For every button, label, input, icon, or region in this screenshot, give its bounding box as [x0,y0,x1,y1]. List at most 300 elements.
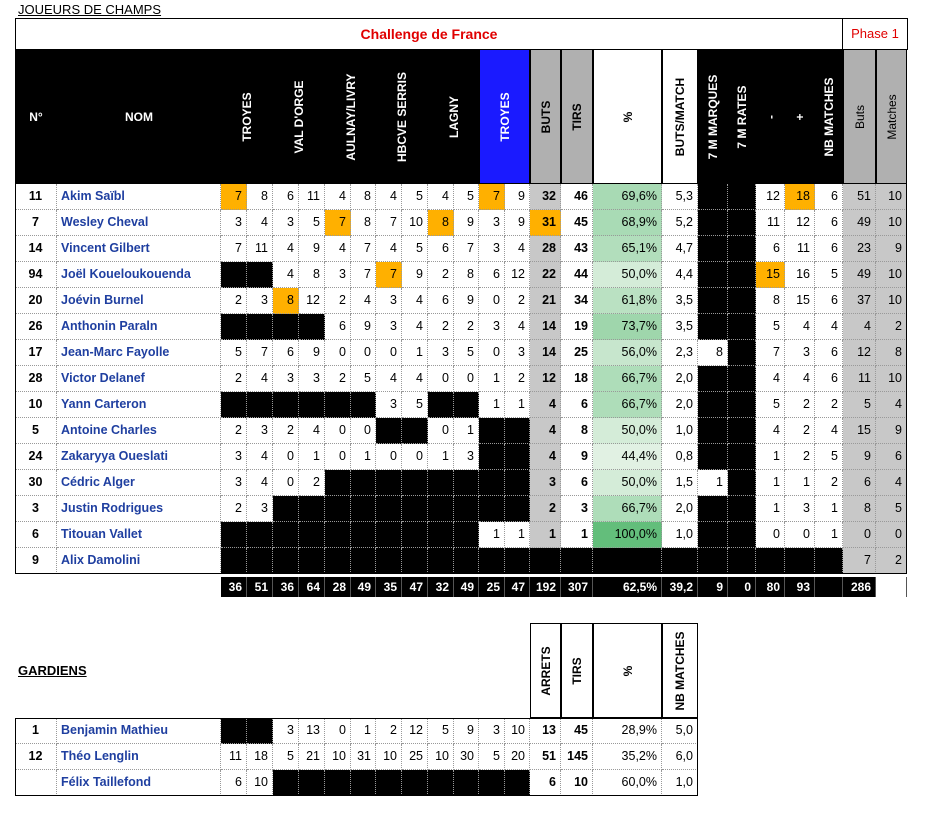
match-shots [351,470,376,496]
gk-match-saves: 5 [479,744,505,770]
season-matches: 8 [876,340,907,366]
gk-match-count: 5,0 [662,718,698,744]
match-goals: 2 [273,418,299,444]
total-shots: 8 [561,418,593,444]
gk-save-pct: 28,9% [593,718,662,744]
match-count: 6 [815,340,843,366]
match-shots [299,522,325,548]
player-name: Jean-Marc Fayolle [57,340,221,366]
match-shots: 1 [351,444,376,470]
match-goals: 1 [479,522,505,548]
match-shots: 11 [247,236,273,262]
match-goals: 0 [325,418,351,444]
shooting-pct: 100,0% [593,522,662,548]
goals-per-match: 2,0 [662,366,698,392]
penalties-missed [728,418,756,444]
penalties-scored [698,418,728,444]
player-number: 14 [15,236,57,262]
player-name: Titouan Vallet [57,522,221,548]
gk-saves: 13 [530,718,561,744]
match-count: 5 [815,444,843,470]
match-goals [325,392,351,418]
match-goals [273,314,299,340]
player-name: Vincent Gilbert [57,236,221,262]
header-5 [376,49,428,184]
penalties-scored [698,444,728,470]
match-shots: 5 [402,392,428,418]
total-shots: 43 [561,236,593,262]
match-count: 6 [815,210,843,236]
match-goals [376,548,402,574]
match-goals: 4 [325,236,351,262]
gk-match-count: 6,0 [662,744,698,770]
total-shots: 46 [561,184,593,210]
header-label-0: N° [29,109,43,124]
match-goals: 7 [221,236,247,262]
total-goals: 4 [530,444,561,470]
header-3 [273,49,325,184]
player-name: Wesley Cheval [57,210,221,236]
header-label-14: - [763,114,778,119]
shooting-pct: 73,7% [593,314,662,340]
total-cell: 9 [698,577,728,597]
shooting-pct: 66,7% [593,496,662,522]
match-goals [376,418,402,444]
match-shots [351,522,376,548]
player-name: Cédric Alger [57,470,221,496]
season-matches: 4 [876,470,907,496]
header-8 [530,49,561,184]
plus-stat: 15 [785,288,815,314]
gk-match-shots [402,770,428,796]
player-number: 7 [15,210,57,236]
match-goals [376,522,402,548]
minus-stat: 8 [756,288,785,314]
total-shots: 19 [561,314,593,340]
total-goals: 2 [530,496,561,522]
match-goals [428,470,454,496]
goals-per-match: 1,0 [662,418,698,444]
total-cell: 28 [325,577,351,597]
match-goals: 3 [428,340,454,366]
match-count: 5 [815,262,843,288]
match-shots: 4 [247,470,273,496]
match-goals: 2 [221,418,247,444]
match-shots [454,470,479,496]
gk-name: Benjamin Mathieu [57,718,221,744]
match-goals: 6 [428,236,454,262]
match-goals: 6 [273,340,299,366]
match-shots: 5 [402,236,428,262]
season-goals: 8 [843,496,876,522]
match-shots: 8 [351,184,376,210]
header-label-18: Matches [884,93,899,140]
goals-per-match: 5,3 [662,184,698,210]
gk-match-shots: 10 [505,718,530,744]
match-goals: 0 [479,340,505,366]
match-shots: 5 [351,366,376,392]
header-label-17: Buts [852,104,867,129]
header-11 [662,49,698,184]
match-goals [273,522,299,548]
season-goals: 6 [843,470,876,496]
total-goals: 12 [530,366,561,392]
season-goals: 4 [843,314,876,340]
match-goals [273,392,299,418]
season-matches: 9 [876,236,907,262]
total-goals: 4 [530,392,561,418]
gk-match-shots: 18 [247,744,273,770]
match-shots [402,548,428,574]
match-goals [273,548,299,574]
match-shots [247,314,273,340]
gk-match-shots: 13 [299,718,325,744]
penalties-missed [728,314,756,340]
season-matches: 10 [876,288,907,314]
match-shots: 3 [247,496,273,522]
season-goals: 49 [843,262,876,288]
match-shots [247,392,273,418]
penalties-scored [698,210,728,236]
match-shots: 2 [454,314,479,340]
minus-stat: 1 [756,470,785,496]
penalties-missed [728,548,756,574]
header-label-7: TROYES [497,91,512,142]
goals-per-match: 1,5 [662,470,698,496]
minus-stat: 15 [756,262,785,288]
header-9 [561,49,593,184]
match-shots: 1 [505,392,530,418]
minus-stat: 7 [756,340,785,366]
plus-stat [785,548,815,574]
match-goals: 0 [273,444,299,470]
player-number: 9 [15,548,57,574]
player-number: 6 [15,522,57,548]
match-shots: 5 [402,184,428,210]
total-cell: 286 [843,577,876,597]
match-shots [402,470,428,496]
minus-stat: 1 [756,496,785,522]
penalties-scored [698,548,728,574]
match-goals [479,496,505,522]
minus-stat [756,548,785,574]
match-goals: 4 [273,262,299,288]
match-goals: 7 [376,262,402,288]
gk-match-saves: 0 [325,718,351,744]
match-goals: 3 [479,210,505,236]
match-count: 4 [815,418,843,444]
minus-stat: 12 [756,184,785,210]
match-shots [402,522,428,548]
plus-stat: 11 [785,236,815,262]
match-shots [299,392,325,418]
match-goals: 6 [428,288,454,314]
match-count: 6 [815,184,843,210]
match-goals: 3 [273,210,299,236]
match-shots: 7 [351,236,376,262]
match-goals: 4 [325,184,351,210]
goals-per-match: 1,0 [662,522,698,548]
total-shots: 1 [561,522,593,548]
match-goals: 2 [428,262,454,288]
match-shots: 4 [247,210,273,236]
match-shots [351,548,376,574]
gk-save-pct: 60,0% [593,770,662,796]
penalties-missed [728,184,756,210]
header-label-4: AULNAY/LIVRY [343,72,358,161]
gk-shots: 10 [561,770,593,796]
total-goals: 3 [530,470,561,496]
match-goals: 6 [325,314,351,340]
match-goals: 2 [325,288,351,314]
total-shots: 18 [561,366,593,392]
match-count [815,548,843,574]
goalkeepers-title: GARDIENS [18,663,87,678]
minus-stat: 6 [756,236,785,262]
gk-match-saves: 10 [376,744,402,770]
penalties-missed [728,496,756,522]
gk-match-shots [247,718,273,744]
total-goals [530,548,561,574]
total-cell: 62,5% [593,577,662,597]
match-goals [479,418,505,444]
gk-header-label-1: TIRS [570,656,584,685]
goals-per-match: 2,3 [662,340,698,366]
match-goals: 0 [273,470,299,496]
match-goals: 4 [428,184,454,210]
total-cell: 32 [428,577,454,597]
match-count: 6 [815,366,843,392]
gk-header-0 [530,623,561,718]
match-count: 1 [815,496,843,522]
gk-match-saves: 3 [479,718,505,744]
season-goals: 0 [843,522,876,548]
total-goals: 14 [530,314,561,340]
match-shots: 3 [505,340,530,366]
sheet-title: JOUEURS DE CHAMPS [18,2,162,17]
header-label-10: % [620,111,635,122]
header-18 [876,49,907,184]
penalties-missed [728,444,756,470]
match-goals: 0 [325,340,351,366]
total-shots: 9 [561,444,593,470]
gk-match-saves [479,770,505,796]
header-label-15: + [793,112,807,121]
minus-stat: 5 [756,314,785,340]
gk-save-pct: 35,2% [593,744,662,770]
match-shots: 1 [402,340,428,366]
header-14 [756,49,785,184]
penalties-missed [728,392,756,418]
match-goals [221,314,247,340]
match-goals [428,548,454,574]
minus-stat: 11 [756,210,785,236]
goals-per-match [662,548,698,574]
match-goals: 6 [273,184,299,210]
gk-shots: 45 [561,718,593,744]
match-shots [505,418,530,444]
total-goals: 22 [530,262,561,288]
player-name: Zakaryya Oueslati [57,444,221,470]
player-name: Antoine Charles [57,418,221,444]
header-15 [785,49,815,184]
header-label-1: NOM [125,109,153,124]
total-cell: 80 [756,577,785,597]
match-shots [454,522,479,548]
match-shots: 9 [351,314,376,340]
match-goals: 0 [428,418,454,444]
penalties-scored [698,366,728,392]
penalties-scored [698,314,728,340]
gk-match-shots: 21 [299,744,325,770]
shooting-pct: 50,0% [593,470,662,496]
match-shots: 4 [402,288,428,314]
match-shots: 4 [402,314,428,340]
match-goals [479,548,505,574]
match-shots: 9 [454,288,479,314]
match-goals: 7 [325,210,351,236]
total-cell: 25 [479,577,505,597]
gk-header-label-2: % [620,665,635,676]
player-number: 24 [15,444,57,470]
match-goals [376,496,402,522]
match-goals: 3 [376,288,402,314]
match-goals [376,470,402,496]
gk-number [15,770,57,796]
gk-header-3 [662,623,698,718]
plus-stat: 4 [785,366,815,392]
total-shots: 6 [561,470,593,496]
total-shots: 45 [561,210,593,236]
header-label-2: TROYES [240,91,254,142]
match-shots: 4 [247,444,273,470]
total-goals: 28 [530,236,561,262]
match-goals: 8 [428,210,454,236]
player-name: Justin Rodrigues [57,496,221,522]
match-goals: 2 [221,288,247,314]
match-goals: 6 [479,262,505,288]
season-goals: 37 [843,288,876,314]
header-0 [15,49,57,184]
shooting-pct: 56,0% [593,340,662,366]
total-goals: 21 [530,288,561,314]
player-number: 3 [15,496,57,522]
match-shots: 0 [351,340,376,366]
match-goals: 4 [273,236,299,262]
shooting-pct: 66,7% [593,366,662,392]
match-shots [299,314,325,340]
match-goals [325,522,351,548]
match-goals: 3 [479,236,505,262]
total-goals: 31 [530,210,561,236]
match-shots: 3 [299,366,325,392]
total-cell: 36 [273,577,299,597]
total-cell: 0 [728,577,756,597]
goals-per-match: 2,0 [662,496,698,522]
match-shots [505,470,530,496]
season-matches: 5 [876,496,907,522]
minus-stat: 1 [756,444,785,470]
penalties-missed [728,522,756,548]
match-goals: 3 [376,392,402,418]
match-shots [351,392,376,418]
gk-match-saves: 10 [325,744,351,770]
total-goals: 1 [530,522,561,548]
match-goals: 7 [221,184,247,210]
plus-stat: 2 [785,444,815,470]
goals-per-match: 5,2 [662,210,698,236]
match-shots: 10 [402,210,428,236]
header-13 [728,49,756,184]
shooting-pct: 66,7% [593,392,662,418]
gk-match-shots [505,770,530,796]
match-shots: 8 [351,210,376,236]
match-shots [402,418,428,444]
total-cell: 49 [454,577,479,597]
phase-label: Phase 1 [842,18,908,50]
match-goals: 1 [428,444,454,470]
season-goals: 49 [843,210,876,236]
match-shots: 3 [454,444,479,470]
season-matches: 9 [876,418,907,444]
header-label-9: TIRS [570,102,584,131]
match-count: 2 [815,392,843,418]
season-goals: 9 [843,444,876,470]
match-goals: 3 [273,366,299,392]
player-name: Anthonin Paraln [57,314,221,340]
match-shots [454,548,479,574]
penalties-scored: 8 [698,340,728,366]
penalties-missed [728,288,756,314]
match-count: 1 [815,522,843,548]
gk-match-shots: 25 [402,744,428,770]
penalties-scored [698,184,728,210]
gk-number: 1 [15,718,57,744]
gk-match-shots [351,770,376,796]
total-shots: 6 [561,392,593,418]
total-cell: 49 [351,577,376,597]
season-goals: 51 [843,184,876,210]
total-goals: 32 [530,184,561,210]
match-goals: 0 [479,288,505,314]
match-shots: 7 [351,262,376,288]
gk-match-saves: 6 [221,770,247,796]
gk-match-shots: 30 [454,744,479,770]
match-shots: 0 [351,418,376,444]
match-shots: 3 [247,288,273,314]
total-cell: 47 [505,577,530,597]
goals-per-match: 2,0 [662,392,698,418]
plus-stat: 3 [785,340,815,366]
header-17 [843,49,876,184]
gk-match-saves [273,770,299,796]
season-goals: 12 [843,340,876,366]
season-goals: 5 [843,392,876,418]
match-shots [247,262,273,288]
player-number: 20 [15,288,57,314]
match-goals: 3 [376,314,402,340]
player-name: Yann Carteron [57,392,221,418]
gk-match-saves [325,770,351,796]
match-goals: 2 [428,314,454,340]
total-cell: 51 [247,577,273,597]
header-10 [593,49,662,184]
match-shots: 9 [402,262,428,288]
match-goals: 3 [221,444,247,470]
match-goals [325,548,351,574]
gk-saves: 6 [530,770,561,796]
season-matches: 6 [876,444,907,470]
